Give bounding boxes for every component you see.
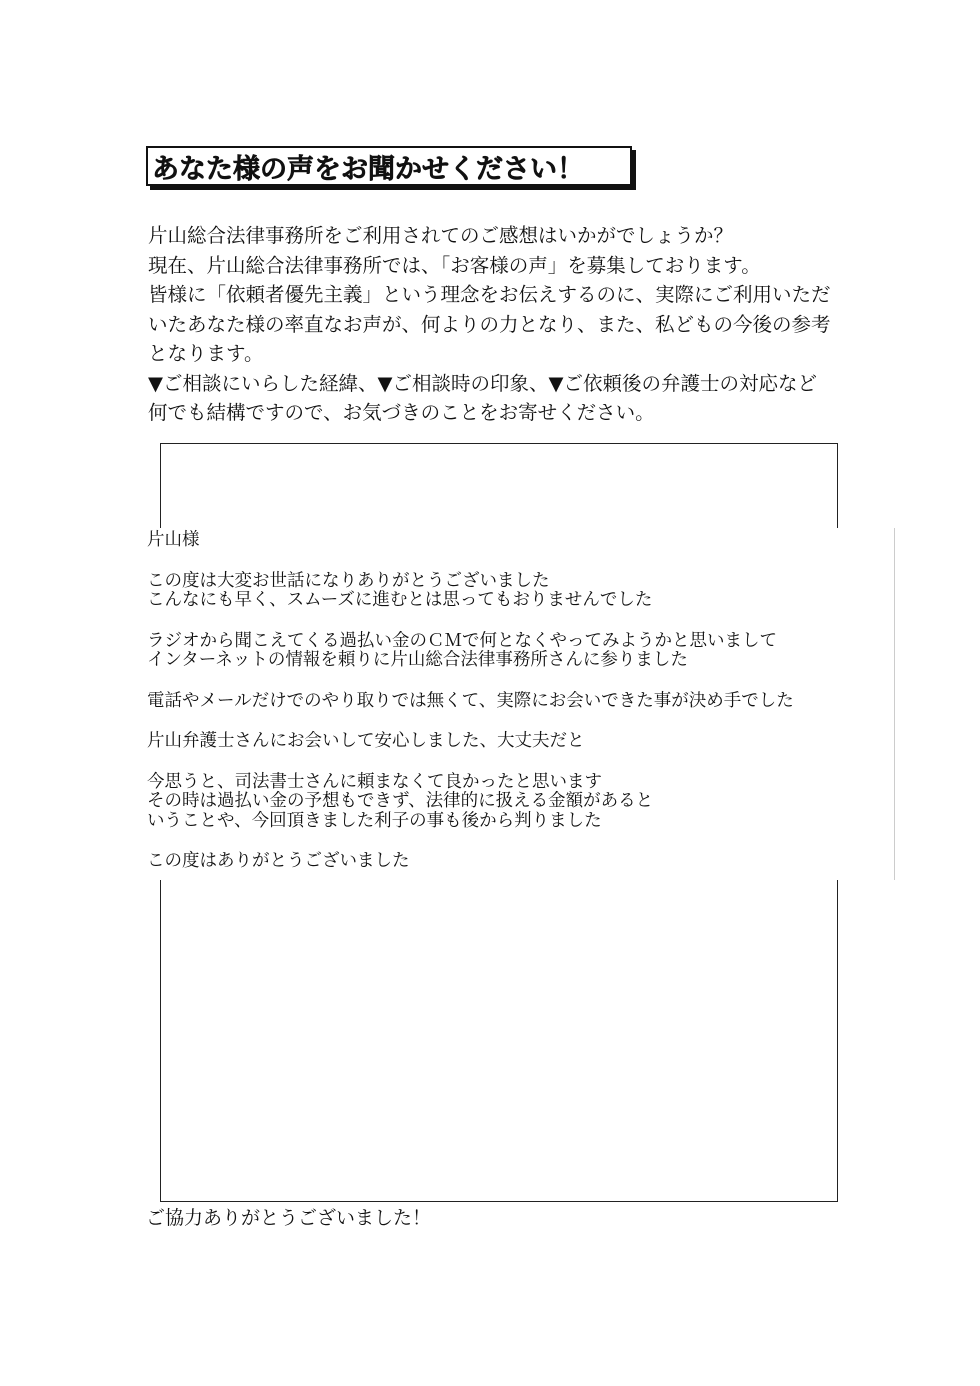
letter-line: その時は過払い金の予想もできず、法律的に扱える金額があると	[147, 791, 654, 811]
letter-salutation: 片山様	[147, 530, 200, 550]
intro-line: 片山総合法律事務所をご利用されてのご感想はいかがでしょうか？	[148, 224, 734, 247]
intro-text	[148, 221, 868, 428]
page-title: あなた様の声をお聞かせください！	[152, 153, 584, 185]
intro-line: 何でも結構ですので、お気づきのことをお寄せください。	[148, 401, 655, 424]
intro-line: となります。	[148, 342, 264, 365]
intro-line: ▼ご相談にいらした経緯、▼ご相談時の印象、▼ご依頼後の弁護士の対応など	[148, 371, 817, 395]
intro-line: いたあなた様の率直なお声が、何よりの力となり、また、私どもの今後の参考	[148, 312, 831, 336]
intro-line: 皆様に「依頼者優先主義」という理念をお伝えするのに、実際にご利用いただ	[148, 283, 831, 306]
letter-line: ラジオから聞こえてくる過払い金のＣＭで何となくやってみようかと思いまして	[147, 630, 777, 651]
letter-line: この度はありがとうございました	[147, 851, 410, 871]
letter-line: いうことや、今回頂きました利子の事も後から判りました	[147, 810, 602, 831]
customer-letter	[147, 531, 887, 872]
letter-line: 今思うと、司法書士さんに頼まなくて良かったと思います	[147, 771, 602, 792]
letter-line: 片山弁護士さんにお会いして安心しました、大丈夫だと	[147, 731, 585, 751]
heading-box	[146, 146, 632, 186]
letter-line: 電話やメールだけでのやり取りでは無くて、実際にお会いできた事が決め手でした	[147, 690, 794, 711]
letter-line: インターネットの情報を頼りに片山総合法律事務所さんに参りました	[147, 650, 688, 670]
letter-line: こんなにも早く、スムーズに進むとは思ってもおりませんでした	[147, 590, 653, 610]
closing-thanks: ご協力ありがとうございました！	[146, 1207, 432, 1229]
letter-line: この度は大変お世話になりありがとうございました	[147, 570, 550, 591]
intro-line: 現在、片山総合法律事務所では、「お客様の声」を募集しております。	[148, 253, 761, 277]
